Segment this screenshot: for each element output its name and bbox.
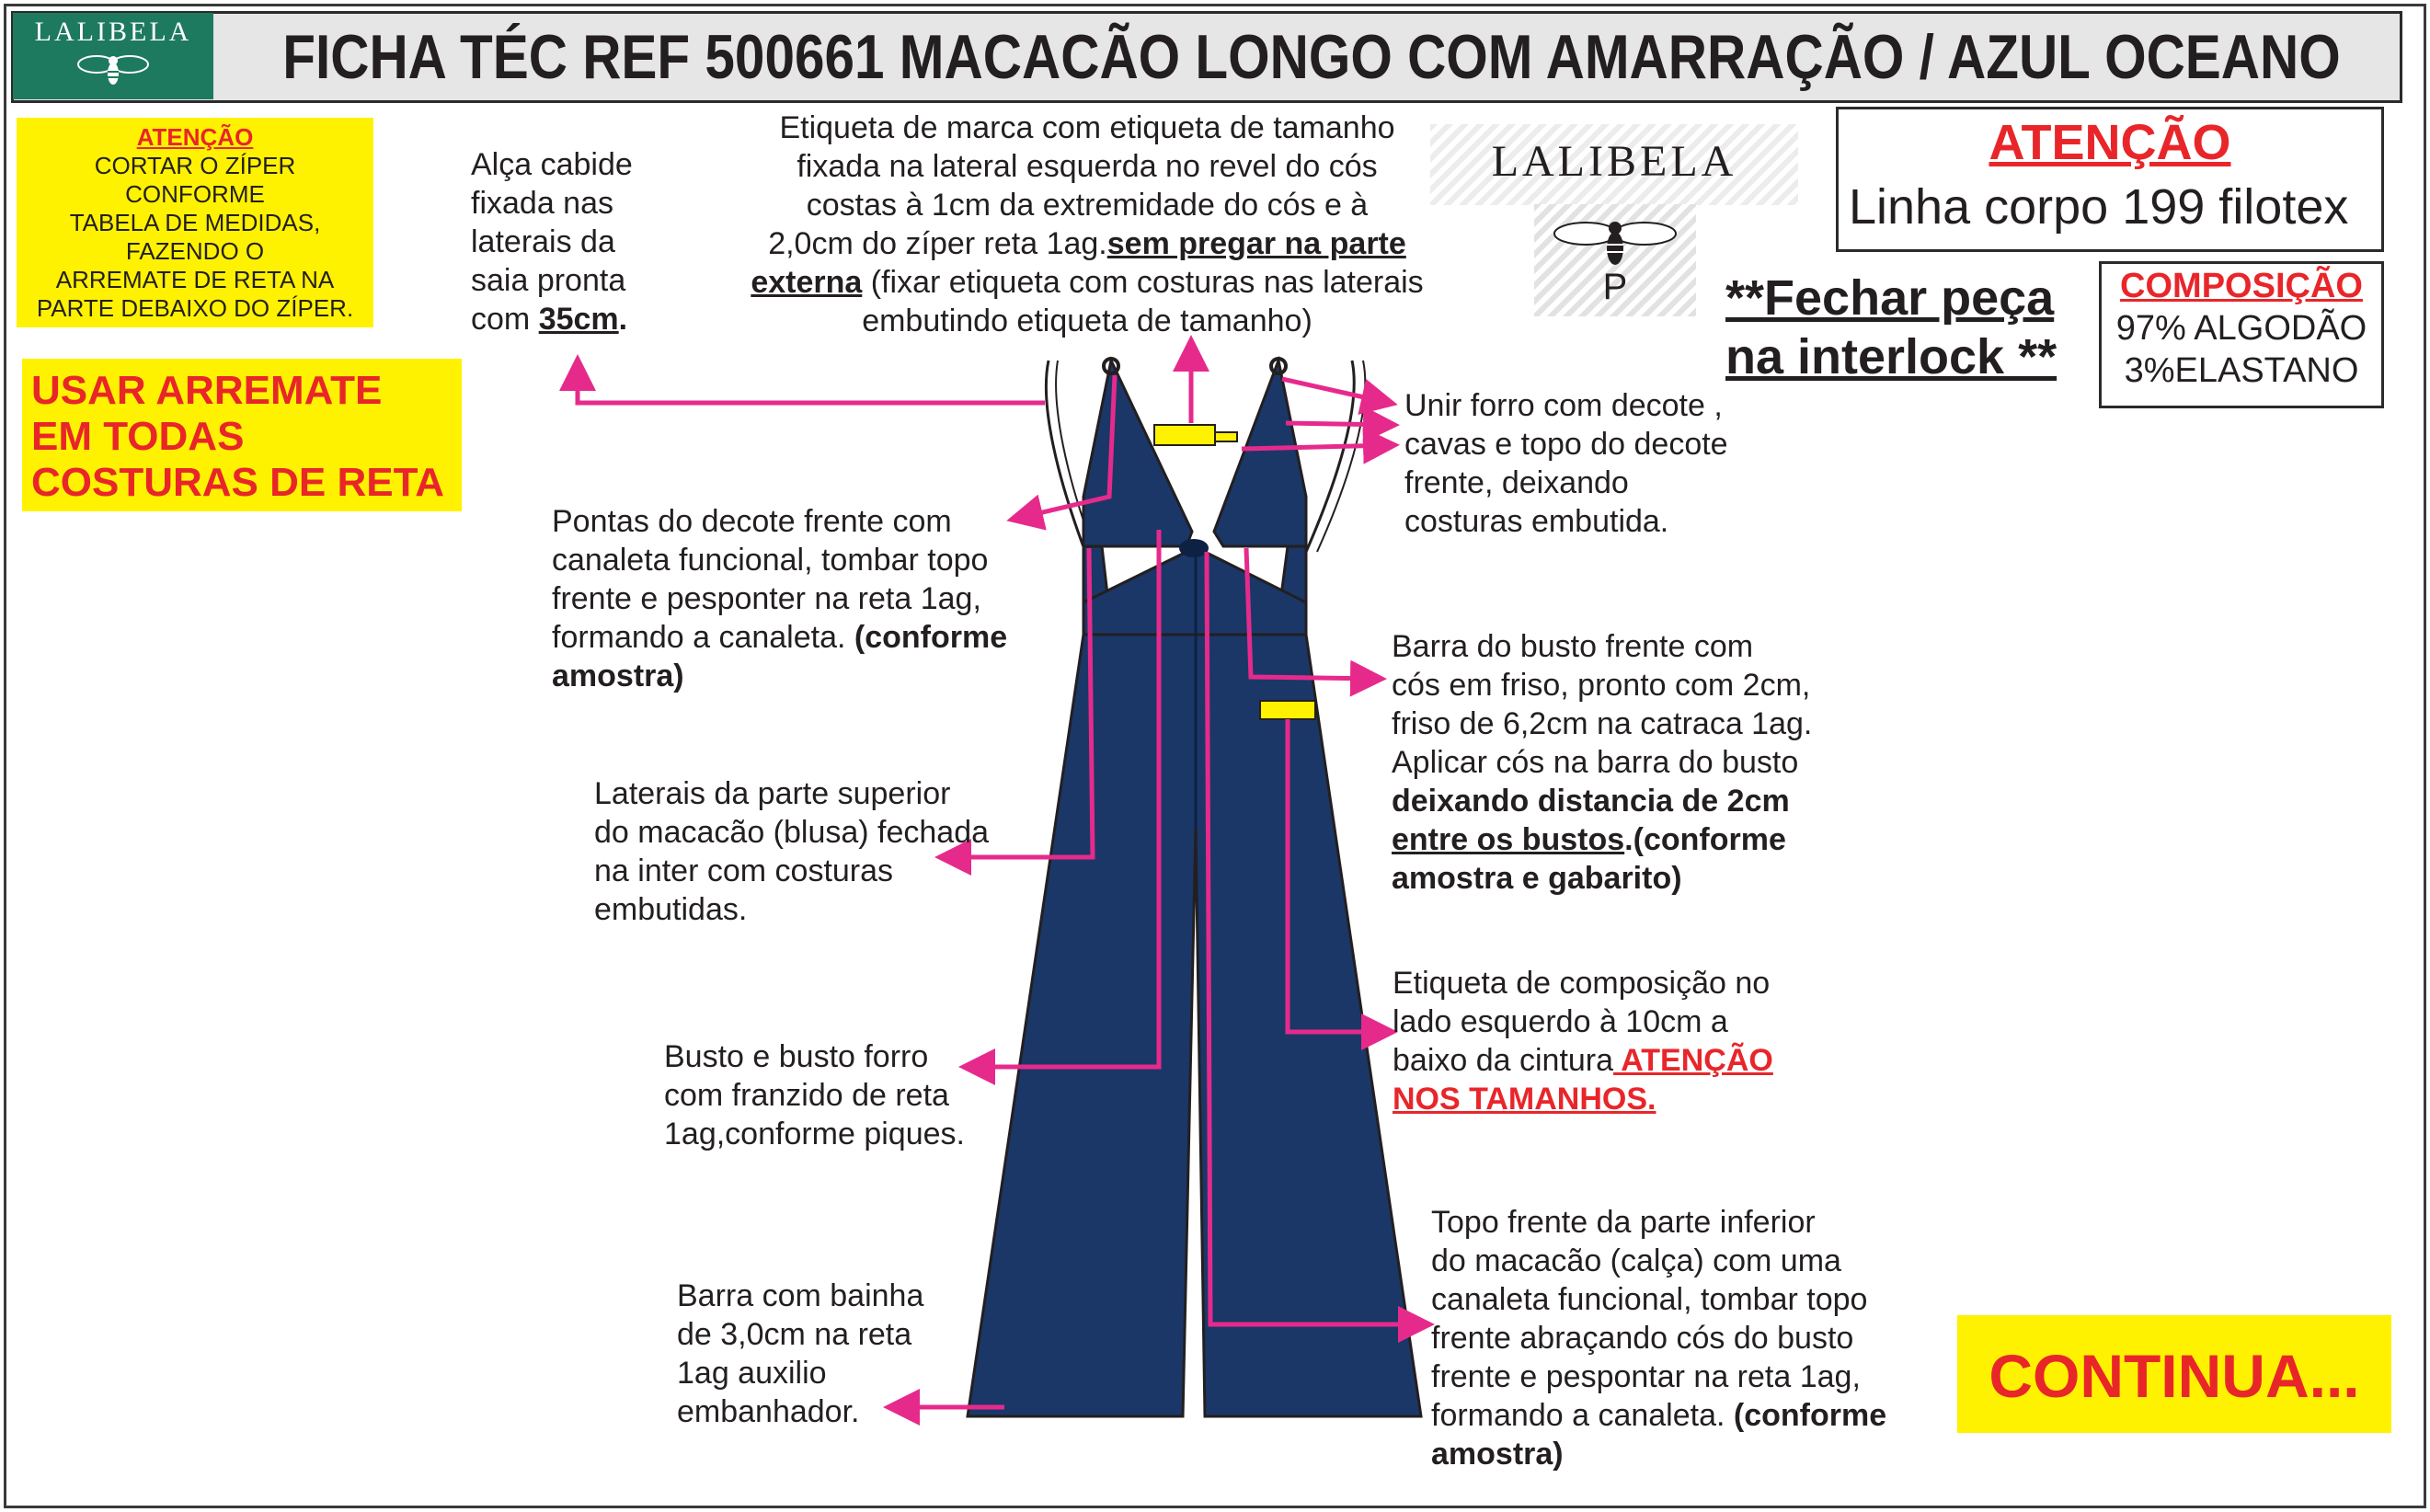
topo-frente-line: frente abraçando cós do busto — [1431, 1321, 1854, 1356]
topo-frente-line — [1431, 1396, 1886, 1435]
barra-busto-line: amostra e gabarito) — [1392, 861, 1682, 896]
topo-frente-line: canaleta funcional, tombar topo — [1431, 1282, 1868, 1317]
barra-busto-segment: .(conforme — [1624, 822, 1786, 857]
page-title: FICHA TÉC REF 500661 MACACÃO LONGO COM AMARRAÇÃO / AZUL OCEANO — [282, 22, 2341, 92]
composicao-line: 3%ELASTANO — [2124, 351, 2359, 390]
etiqueta-marca-line — [701, 224, 1473, 263]
zipper-note-text — [17, 123, 373, 323]
barra-bainha-line: embanhador. — [677, 1394, 860, 1429]
etiqueta-marca-segment: (fixar etiqueta com costuras nas laterais — [862, 265, 1424, 300]
etiqueta-comp-text — [1393, 964, 1773, 1118]
barra-busto-segment: entre os bustos — [1392, 822, 1625, 857]
jumpsuit-illustration — [968, 359, 1421, 1416]
etiqueta-marca-text — [701, 109, 1473, 340]
arrow-icon — [578, 363, 1045, 403]
alca-line: laterais da — [471, 224, 615, 259]
laterais-text — [594, 774, 989, 929]
continua-text: CONTINUA... — [1989, 1342, 2360, 1410]
linha-heading: ATENÇÃO — [1989, 115, 2231, 170]
alca-prefix: com — [471, 302, 539, 337]
zipper-note-line: TABELA DE MEDIDAS, — [69, 209, 321, 236]
zipper-note-heading: ATENÇÃO — [136, 123, 254, 151]
barra-bainha-line: 1ag auxilio — [677, 1356, 827, 1391]
pontas-line: amostra) — [552, 659, 684, 693]
alca-value: 35cm — [538, 302, 619, 337]
etiqueta-marca-line: costas à 1cm da extremidade do cós e à — [806, 188, 1369, 223]
etiqueta-comp-line: NOS TAMANHOS. — [1393, 1082, 1656, 1117]
barra-busto-line: deixando distancia de 2cm — [1392, 784, 1790, 819]
alca-line: fixada nas — [471, 186, 613, 221]
laterais-line: do macacão (blusa) fechada — [594, 815, 990, 850]
alca-line: saia pronta — [471, 263, 626, 298]
arremate-line: COSTURAS DE RETA — [31, 460, 444, 505]
etiqueta-marca-segment: sem pregar na parte — [1106, 226, 1406, 261]
barra-busto-line: cós em friso, pronto com 2cm, — [1392, 668, 1811, 703]
alca-text — [471, 145, 633, 338]
alca-line: Alça cabide — [471, 147, 633, 182]
arrow-icon — [1282, 379, 1389, 403]
zipper-note-line: PARTE DEBAIXO DO ZÍPER. — [36, 294, 354, 322]
topo-frente-text — [1431, 1203, 1886, 1473]
fechar-line: na interlock ** — [1725, 329, 2057, 384]
pontas-segment: (conforme — [854, 620, 1008, 655]
topo-frente-segment: formando a canaleta. — [1431, 1398, 1734, 1433]
etiqueta-marca-line: fixada na lateral esquerda no revel do cós — [797, 149, 1378, 184]
barra-busto-line: friso de 6,2cm na catraca 1ag. — [1392, 706, 1813, 741]
unir-forro-text — [1404, 386, 1728, 541]
zipper-note-line: CONFORME — [125, 180, 265, 208]
barra-busto-line: Barra do busto frente com — [1392, 629, 1754, 664]
alca-suffix: . — [618, 302, 628, 337]
arremate-note-text — [31, 368, 444, 506]
topo-frente-line: amostra) — [1431, 1437, 1564, 1472]
etiqueta-comp-line: lado esquerdo à 10cm a — [1393, 1004, 1728, 1039]
topo-frente-line: frente e pespontar na reta 1ag, — [1431, 1359, 1861, 1394]
barra-busto-line — [1392, 820, 1812, 859]
barra-bainha-line: de 3,0cm na reta — [677, 1317, 912, 1352]
pontas-line: Pontas do decote frente com — [552, 504, 952, 539]
laterais-line: na inter com costuras — [594, 853, 894, 888]
topo-frente-segment: (conforme — [1733, 1398, 1887, 1433]
pontas-line: frente e pesponter na reta 1ag, — [552, 581, 981, 616]
barra-bainha-line: Barra com bainha — [677, 1278, 924, 1313]
arremate-line: USAR ARREMATE — [31, 368, 383, 413]
zipper-note-line: FAZENDO O — [125, 237, 265, 265]
unir-forro-line: costuras embutida. — [1404, 504, 1669, 539]
etiqueta-comp-line: Etiqueta de composição no — [1393, 966, 1771, 1001]
unir-forro-line: Unir forro com decote , — [1404, 388, 1723, 423]
composicao-line: 97% ALGODÃO — [2115, 309, 2367, 348]
busto-forro-line: com franzido de reta — [664, 1078, 949, 1113]
barra-bainha-text — [677, 1277, 923, 1431]
linha-text: Linha corpo 199 filotex — [1849, 179, 2349, 235]
alca-line — [471, 300, 633, 338]
fechar-text — [1725, 269, 2057, 386]
etiqueta-marca-line: embutindo etiqueta de tamanho) — [862, 304, 1312, 338]
topo-frente-line: Topo frente da parte inferior — [1431, 1205, 1816, 1240]
zipper-note-line: ARREMATE DE RETA NA — [55, 266, 335, 293]
zipper-note-line: CORTAR O ZÍPER — [94, 152, 296, 179]
pontas-decote-text — [552, 502, 1007, 695]
size-label-text: P — [1602, 267, 1628, 307]
pontas-segment: formando a canaleta. — [552, 620, 854, 655]
composicao-heading: COMPOSIÇÃO — [2120, 267, 2363, 305]
arrow-icon — [1286, 423, 1391, 425]
pontas-line: canaleta funcional, tombar topo — [552, 543, 989, 578]
etiqueta-marca-segment: externa — [751, 265, 863, 300]
arremate-line: EM TODAS — [31, 414, 245, 459]
etiqueta-comp-segment: ATENÇÃO — [1613, 1043, 1773, 1078]
brand-label-text: LALIBELA — [1491, 137, 1737, 186]
unir-forro-line: frente, deixando — [1404, 465, 1629, 500]
etiqueta-marca-line — [701, 263, 1473, 302]
busto-forro-line: 1ag,conforme piques. — [664, 1117, 965, 1151]
etiqueta-comp-line — [1393, 1041, 1773, 1080]
brand-logo-text: LALIBELA — [34, 17, 192, 47]
etiqueta-marca-line: Etiqueta de marca com etiqueta de tamanho — [779, 110, 1395, 145]
etiqueta-marca-segment: 2,0cm do zíper reta 1ag. — [768, 226, 1107, 261]
laterais-line: embutidas. — [594, 892, 748, 927]
fechar-line: **Fechar peça — [1725, 270, 2055, 326]
pontas-line — [552, 618, 1007, 657]
etiqueta-comp-segment: baixo da cintura — [1393, 1043, 1614, 1078]
unir-forro-line: cavas e topo do decote — [1404, 427, 1728, 462]
busto-forro-text — [664, 1037, 965, 1153]
busto-forro-line: Busto e busto forro — [664, 1039, 929, 1074]
composicao-text — [2099, 265, 2384, 392]
barra-busto-text — [1392, 627, 1812, 898]
bee-icon — [1551, 212, 1679, 270]
barra-busto-line: Aplicar cós na barra do busto — [1392, 745, 1799, 780]
topo-frente-line: do macacão (calça) com uma — [1431, 1243, 1841, 1278]
laterais-line: Laterais da parte superior — [594, 776, 951, 811]
